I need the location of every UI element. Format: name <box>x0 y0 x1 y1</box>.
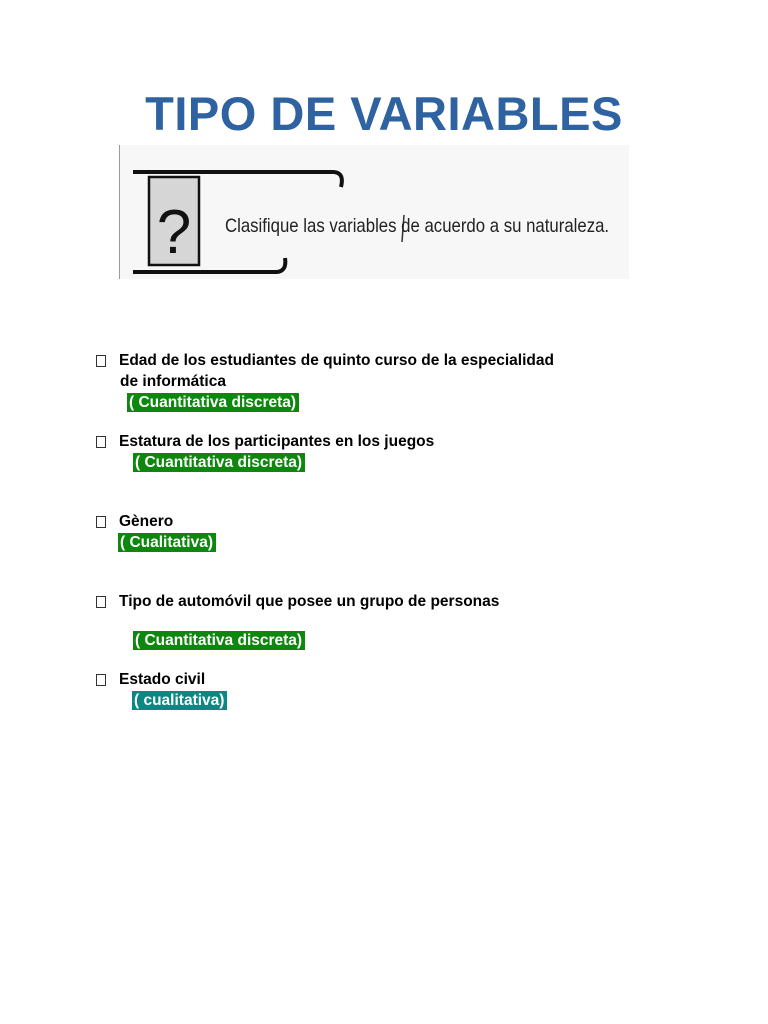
bullet-icon <box>96 516 106 528</box>
answer-badge: ( Cuantitativa discreta) <box>133 453 305 472</box>
question-mark-icon <box>119 145 629 279</box>
bullet-icon <box>96 436 106 448</box>
question-text: Estado civil <box>119 671 206 688</box>
bullet-icon <box>96 674 106 686</box>
answer-badge: ( Cuantitativa discreta) <box>133 631 305 650</box>
question-text: Tipo de automóvil que posee un grupo de personas <box>119 593 500 610</box>
question-text: Gènero <box>119 513 174 530</box>
page-title: TIPO DE VARIABLES <box>145 87 623 140</box>
answer-badge: ( Cuantitativa discreta) <box>127 393 299 412</box>
bullet-icon <box>96 355 106 367</box>
instruction-banner <box>119 145 629 279</box>
question-text-cont: de informática <box>120 373 226 390</box>
question-text: Estatura de los participantes en los juegos <box>119 433 435 450</box>
answer-badge: ( cualitativa) <box>132 691 227 710</box>
answer-badge: ( Cualitativa) <box>118 533 216 552</box>
question-text: Edad de los estudiantes de quinto curso de la especialidad <box>119 352 554 369</box>
svg-text:?: ? <box>156 198 192 267</box>
bullet-icon <box>96 596 106 608</box>
banner-caption: Clasifique las variables de acuerdo a su naturaleza. <box>225 215 610 237</box>
